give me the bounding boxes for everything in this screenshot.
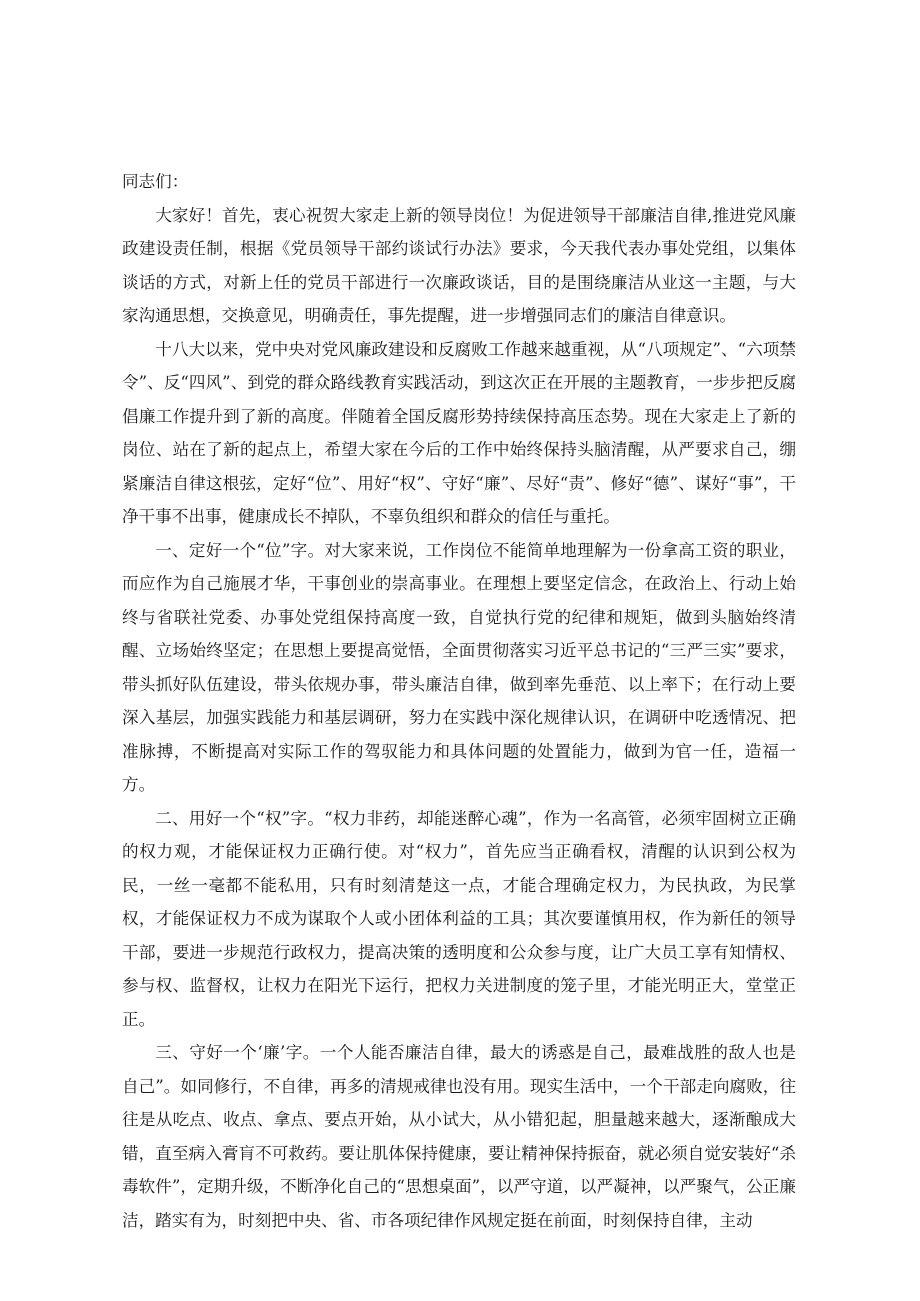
paragraph-greeting: 大家好！首先，衷心祝贺大家走上新的领导岗位！为促进领导干部廉洁自律,推进党风廉政建设责任制，根据《党员领导干部约谈试行办法》要求，今天我代表办事处党组，以集体谈话的方式，对新上任的党员干部进行一次廉政谈话，目的是围绕廉洁从业这一主题，与大家沟通思想，交换意见，明确责任，事先提醒，进一步增强同志们的廉洁自律意识。 [122,205,796,325]
paragraph-position: 一、定好一个“位”字。对大家来说，工作岗位不能简单地理解为一份拿高工资的职业，而应作为自己施展才华，干事创业的崇高事业。在理想上要坚定信念，在政治上、行动上始终与省联社党委、办事处党组保持高度一致，自觉执行党的纪律和规矩，做到头脑始终清醒、立场始终坚定；在思想上要提高觉悟，全面贯彻落实习近平总书记的“三严三实”要求，带头抓好队伍建设，带头依规办事，带头廉洁自律，做到率先垂范、以上率下；在行动上要深入基层，加强实践能力和基层调研，努力在实践中深化规律认识，在调研中吃透情况、把准脉搏，不断提高对实际工作的驾驭能力和具体问题的处置能力，做到为官一任，造福一方。 [122,540,796,794]
paragraph-power: 二、用好一个“权”字。“权力非药，却能迷醉心魂”，作为一名高管，必须牢固树立正确的权力观，才能保证权力正确行使。对“权力”，首先应当正确看权，清醒的认识到公权为民，一丝一毫都不能私用，只有时刻清楚这一点，才能合理确定权力，为民执政，为民掌权，才能保证权力不成为谋取个人或小团体利益的工具；其次要谨慎用权，作为新任的领导干部，要进一步规范行政权力，提高决策的透明度和公众参与度，让广大员工享有知情权、参与权、监督权，让权力在阳光下运行，把权力关进制度的笼子里，才能光明正大，堂堂正正。 [122,808,796,1029]
paragraph-background: 十八大以来，党中央对党风廉政建设和反腐败工作越来越重视，从“八项规定”、“六项禁令”、反“四风”、到党的群众路线教育实践活动，到这次正在开展的主题教育，一步步把反腐倡廉工作提升到了新的高度。伴随着全国反腐形势持续保持高压态势。现在大家走上了新的岗位、站在了新的起点上，希望大家在今后的工作中始终保持头脑清醒，从严要求自己，绷紧廉洁自律这根弦，定好“位”、用好“权”、守好“廉”、尽好“责”、修好“德”、谋好“事”，干净干事不出事，健康成长不掉队，不辜负组织和群众的信任与重托。 [122,339,796,526]
paragraph-integrity: 三、守好一个‘廉’字。一个人能否廉洁自律，最大的诱惑是自己，最难战胜的敌人也是自己”。如同修行，不自律，再多的清规戒律也没有用。现实生活中，一个干部走向腐败，往往是从吃点、收点、拿点、要点开始，从小试大，从小错犯起，胆量越来越大，逐渐酿成大错，直至病入膏肓不可救药。要让肌体保持健康，要让精神保持振奋，就必须自觉安装好“杀毒软件”，定期升级，不断净化自己的“思想桌面”，以严守道，以严凝神，以严聚气，公正廉洁，踏实有为，时刻把中央、省、市各项纪律作风规定挺在前面，时刻保持自律，主动 [122,1043,796,1230]
salutation: 同志们： [122,172,189,191]
document-page [122,165,796,1237]
